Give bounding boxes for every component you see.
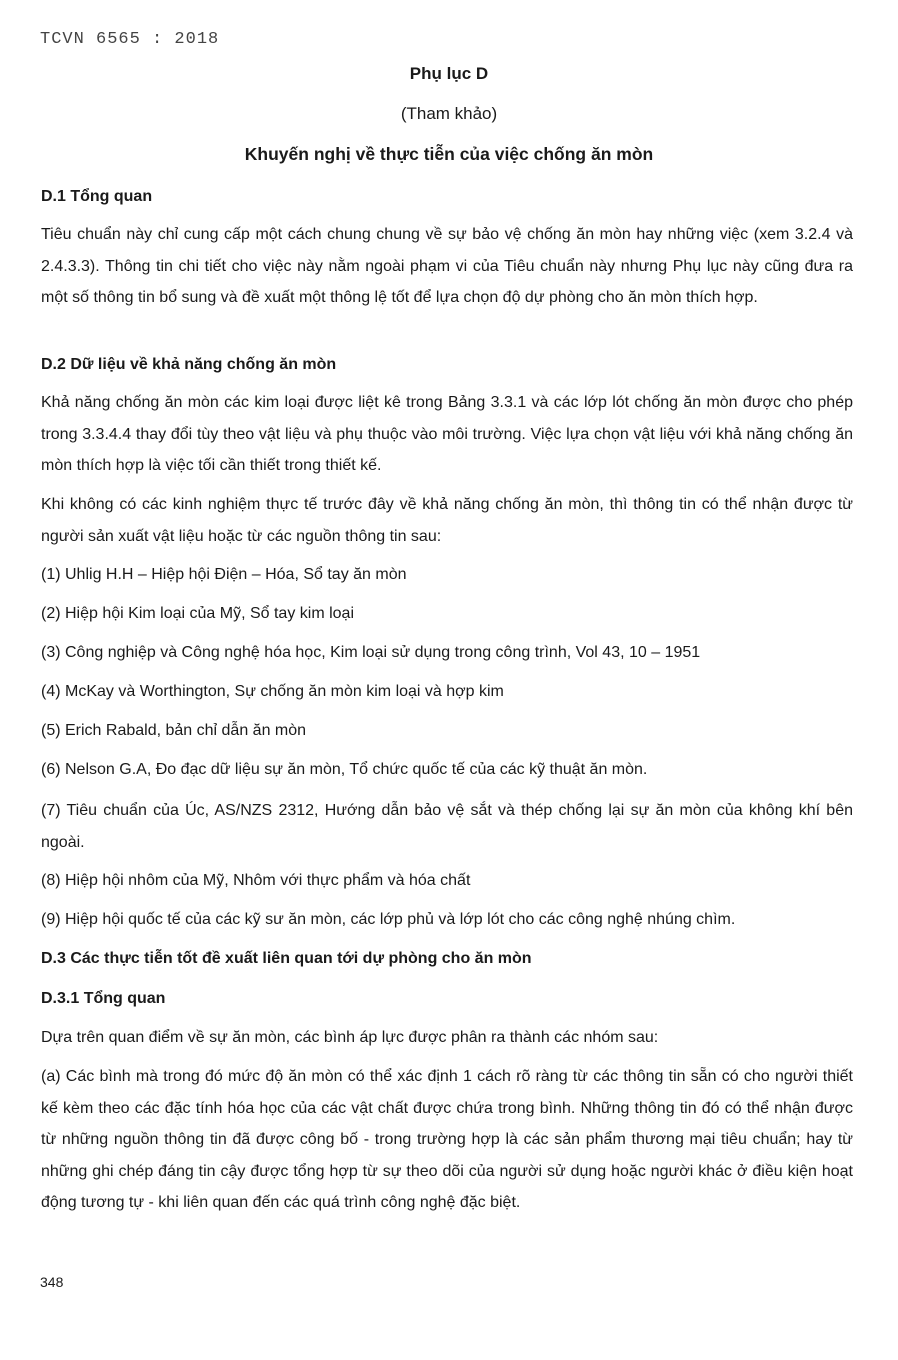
page-number: 348 — [40, 1274, 64, 1290]
source-item-5: (5) Erich Rabald, bản chỉ dẫn ăn mòn — [41, 722, 307, 739]
source-item-7: (7) Tiêu chuẩn của Úc, AS/NZS 2312, Hướng dẫn bảo vệ sắt và thép chống lại sự ăn mòn của không khí bên ngoài. — [41, 802, 853, 851]
document-code: TCVN 6565 : 2018 — [40, 30, 220, 49]
section-d2-text1: Khả năng chống ăn mòn các kim loại được liệt kê trong Bảng 3.3.1 và các lớp lót chống ăn mòn được cho phép trong 3.3.4.4 thay đổi tùy theo vật liệu và phụ thuộc vào môi trường. Việc lựa chọn vật liệu với khả năng chống ăn mòn thích hợp là việc tối cần thiết trong thiết kế. — [41, 394, 853, 474]
appendix-title: Phụ lục D — [409, 64, 489, 83]
source-item-2: (2) Hiệp hội Kim loại của Mỹ, Sổ tay kim loại — [41, 605, 354, 622]
source-item-9: (9) Hiệp hội quốc tế của các kỹ sư ăn mòn, các lớp phủ và lớp lót cho các công nghệ nhúng chìm. — [41, 911, 736, 928]
section-d31-title: D.3.1 Tổng quan — [41, 990, 166, 1007]
section-d2-text2: Khi không có các kinh nghiệm thực tế trước đây về khả năng chống ăn mòn, thì thông tin có thể nhận được từ người sản xuất vật liệu hoặc từ các nguồn thông tin sau: — [41, 496, 853, 545]
appendix-subtitle: (Tham khảo) — [400, 104, 498, 123]
section-d2-title: D.2 Dữ liệu về khả năng chống ăn mòn — [41, 356, 337, 373]
section-d31-intro: Dựa trên quan điểm về sự ăn mòn, các bình áp lực được phân ra thành các nhóm sau: — [41, 1029, 659, 1046]
source-item-4: (4) McKay và Worthington, Sự chống ăn mòn kim loại và hợp kim — [41, 683, 504, 700]
source-item-6: (6) Nelson G.A, Đo đạc dữ liệu sự ăn mòn, Tổ chức quốc tế của các kỹ thuật ăn mòn. — [41, 761, 648, 778]
source-item-3: (3) Công nghiệp và Công nghệ hóa học, Kim loại sử dụng trong công trình, Vol 43, 10 – 1951 — [41, 644, 701, 661]
source-item-8: (8) Hiệp hội nhôm của Mỹ, Nhôm với thực phẩm và hóa chất — [41, 872, 471, 889]
section-d1-text: Tiêu chuẩn này chỉ cung cấp một cách chung chung về sự bảo vệ chống ăn mòn hay những việc (xem 3.2.4 và 2.4.3.3). Thông tin chi tiết cho việc này nằm ngoài phạm vi của Tiêu chuẩn này nhưng Phụ lục này cũng đưa ra một số thông tin bổ sung và đề xuất một thông lệ tốt để lựa chọn độ dự phòng cho ăn mòn thích hợp. — [41, 226, 853, 306]
source-item-1: (1) Uhlig H.H – Hiệp hội Điện – Hóa, Sổ tay ăn mòn — [41, 566, 407, 583]
section-d1-title: D.1 Tổng quan — [41, 188, 153, 205]
section-d3-title: D.3 Các thực tiễn tốt đề xuất liên quan tới dự phòng cho ăn mòn — [41, 950, 532, 967]
section-d31-item-a: (a) Các bình mà trong đó mức độ ăn mòn có thể xác định 1 cách rõ ràng từ các thông tin sẵn có cho người thiết kế kèm theo các đặc tính hóa học của các vật chất được chứa trong bình. Những thông tin đó có thể nhận được từ những nguồn thông tin đã được công bố - trong trường hợp là các sản phẩm thương mại tiêu chuẩn; hay từ những ghi chép đáng tin cậy được tổng hợp từ sự theo dõi của người sử dụng hoặc người khác ở điều kiện hoạt động tương tự - khi liên quan đến các quá trình công nghệ đặc biệt. — [41, 1068, 853, 1211]
appendix-heading: Khuyến nghị về thực tiễn của việc chống ăn mòn — [244, 144, 654, 164]
